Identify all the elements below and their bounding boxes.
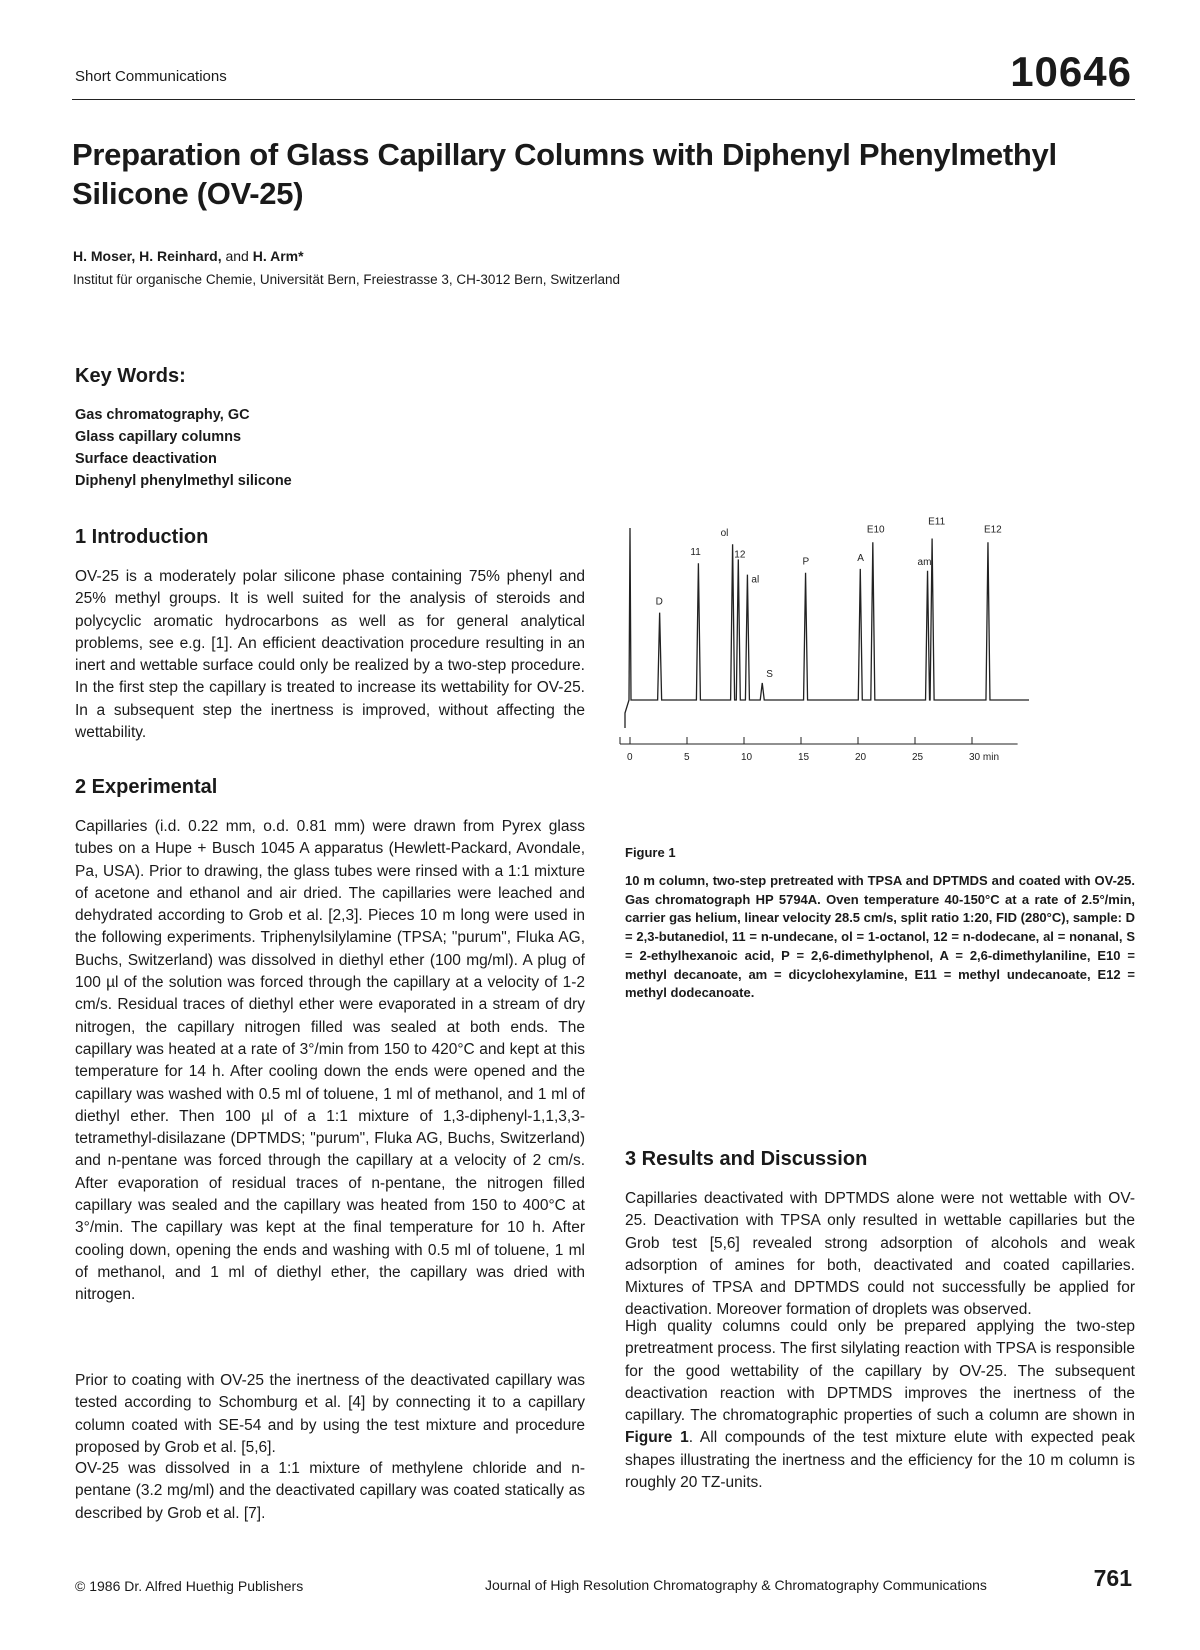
peak-labels [656, 517, 1003, 680]
peak-label: am [917, 556, 932, 568]
peak-label: S [766, 668, 773, 680]
section-label: Short Communications [75, 68, 227, 85]
keyword-item: Diphenyl phenylmethyl silicone [75, 473, 292, 489]
introduction-heading: 1 Introduction [75, 526, 209, 548]
peak-label: 12 [734, 549, 746, 561]
experimental-paragraph-3: OV-25 was dissolved in a 1:1 mixture of methylene chloride and n-pentane (3.2 mg/ml) and the deactivated capillary was coated statically as described by Grob et al. [7]. [75, 1460, 585, 1522]
experimental-paragraph-2: Prior to coating with OV-25 the inertness of the deactivated capillary was tested according to Schomburg et al. [4] by connecting it to a capillary column coated with SE-54 and by using the test mixture and procedure proposed by Grob et al. [5,6]. [75, 1372, 585, 1456]
peak-label: 11 [690, 547, 701, 559]
peak-label: E12 [983, 524, 1002, 536]
axis-tick-label: 20 [855, 752, 867, 763]
results-text: . All compounds of the test mixture elute with expected peak shapes illustrating the inertness and the efficiency for the 10 m column is roughly 20 TZ-units. [625, 1429, 1135, 1492]
journal-name: Journal of High Resolution Chromatography & Chromatography Communications [485, 1577, 987, 1593]
axis-tick-label: 15 [798, 752, 810, 763]
axis-tick-label: 30 min [969, 752, 1000, 763]
axis-tick-label: 10 [741, 752, 753, 763]
header-divider [72, 99, 1135, 100]
copyright: © 1986 Dr. Alfred Huethig Publishers [75, 1578, 304, 1594]
figure-reference: Figure 1 [625, 1429, 689, 1447]
peak-label: A [857, 552, 864, 564]
author-connector: and [221, 248, 253, 264]
keyword-item: Surface deactivation [75, 451, 217, 467]
paper-number: 10646 [1010, 48, 1132, 95]
peak-label: D [655, 596, 663, 608]
author-names: H. Moser, H. Reinhard, [73, 248, 222, 264]
keyword-item: Glass capillary columns [75, 429, 242, 445]
paper-title: Preparation of Glass Capillary Columns with Diphenyl Phenylmethyl Silicone (OV-25) [72, 137, 1057, 211]
peak-label: E11 [928, 516, 946, 528]
authors [73, 248, 304, 264]
peak-label: E10 [866, 524, 885, 536]
peak-label: ol [720, 528, 729, 540]
figure-caption: 10 m column, two-step pretreated with TPSA and DPTMDS and coated with OV-25. Gas chromatograph HP 5794A. Oven temperature 40-150°C at a rate of 2.5°/min, carrier gas helium, linear velocity 28.5 cm/s, split ratio 1:20, FID (280°C), sample: D = 2,3-butanediol, 11 = n-undecane, ol = 1-octanol, 12 = n-dodecane, al = nonanal, S = 2-ethylhexanoic acid, P = 2,6-dimethylphenol, A = 2,6-dimethylaniline, E10 = methyl decanoate, am = dicyclohexylamine, E11 = methyl undecanoate, E12 = methyl dodecanoate. [625, 873, 1135, 1001]
peak-label: P [802, 556, 810, 568]
axis-tick-label: 25 [912, 752, 924, 763]
keywords-list [75, 404, 292, 492]
introduction-paragraph: OV-25 is a moderately polar silicone phase containing 75% phenyl and 25% methyl groups. It is well suited for the analysis of steroids and polycyclic aromatic hydrocarbons as well as for general analytical problems, see e.g. [1]. An efficient deactivation procedure resulting in an inert and wettable surface could only be realized by a two-step procedure. In the first step the capillary is treated to increase its wettability for OV-25. In a subsequent step the inertness is improved, without affecting the wettability. [75, 568, 585, 742]
peak-label: al [751, 574, 760, 586]
results-paragraph-2 [625, 1316, 1135, 1494]
experimental-paragraph-1: Capillaries (i.d. 0.22 mm, o.d. 0.81 mm) were drawn from Pyrex glass tubes on a Hupe + Busch 1045 A apparatus (Hewlett-Packard, Avondale, Pa, USA). Prior to drawing, the glass tubes were rinsed with a 1:1 mixture of acetone and ethanol and air dried. The capillaries were leached and dehydrated according to Grob et al. [2,3]. Pieces 10 m long were used in the following experiments. Triphenylsilylamine (TPSA; "purum", Fluka AG, Buchs, Switzerland) was dissolved in diethyl ether (100 mg/ml). A plug of 100 µl of the solution was forced through the capillary at a velocity of 1-2 cm/s. Residual traces of diethyl ether were evaporated in a stream of dry nitrogen, the capillary nitrogen filled was sealed at both ends. The capillary was heated at a rate of 3°/min from 150 to 420°C and kept at this temperature for 14 h. After cooling down the ends were opened and the capillary was washed with 0.5 ml of toluene, 1 ml of methanol, and 1 ml of diethyl ether. Then 100 µl of a 1:1 mixture of 1,3-diphenyl-1,1,3,3-tetramethyl-disilazane (DPTMDS; "purum", Fluka AG, Buchs, Switzerland) and n-pentane was forced through the capillary at a velocity of 2 cm/s. After evaporation of residual traces of n-pentane, the nitrogen filled capillary was sealed and the capillary was heated from 150 to 400°C at 3°/min. The capillary was kept at the final temperature for 10 h. After cooling down, opening the ends and washing with 0.5 ml of toluene, 1 ml of methanol, and 1 ml of diethyl ether, the capillary was dried with nitrogen. [75, 818, 585, 1304]
keyword-item: Gas chromatography, GC [75, 407, 250, 423]
page-number: 761 [1093, 1565, 1132, 1591]
time-axis [620, 737, 1018, 763]
results-heading: 3 Results and Discussion [625, 1148, 868, 1170]
chromatogram-chart [620, 516, 1060, 810]
keywords-heading: Key Words: [75, 365, 186, 387]
axis-tick-label: 0 [627, 752, 633, 763]
corresponding-author: H. Arm* [252, 248, 304, 264]
results-paragraph-1: Capillaries deactivated with DPTMDS alone were not wettable with OV-25. Deactivation with TPSA only resulted in wettable capillaries but the Grob test [5,6] revealed strong adsorption of alcohols and weak adsorption of amines for both, deactivated and coated capillaries. Mixtures of TPSA and DPTMDS could not successfully be applied for deactivation. Moreover formation of droplets was observed. [625, 1190, 1135, 1319]
results-text: High quality columns could only be prepared applying the two-step pretreatment process. The first silylating reaction with TPSA is responsible for the good wettability of the capillary by OV-25. The subsequent deactivation reaction with DPTMDS improves the inertness of the capillary. The chromatographic properties of such a column are shown in [625, 1318, 1135, 1425]
chromatogram-line [625, 528, 1029, 728]
figure-label: Figure 1 [625, 845, 676, 860]
affiliation: Institut für organische Chemie, Universität Bern, Freiestrasse 3, CH-3012 Bern, Switzerland [73, 272, 620, 287]
experimental-heading: 2 Experimental [75, 776, 218, 798]
axis-tick-label: 5 [684, 752, 690, 763]
chromatogram-trace [625, 528, 1029, 728]
